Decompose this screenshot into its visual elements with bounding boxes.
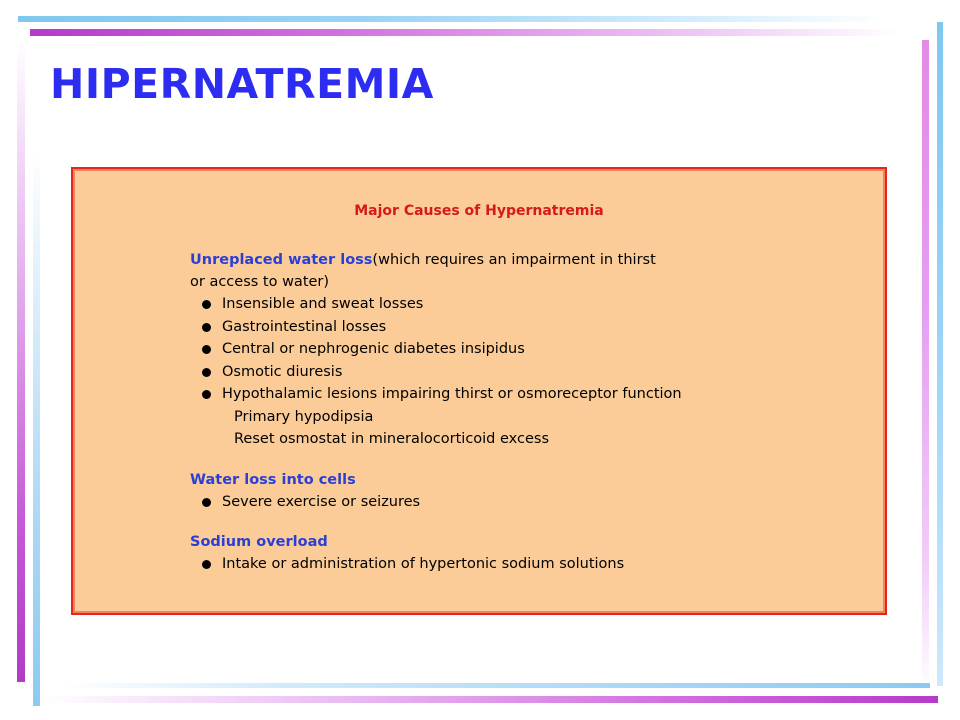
section-heading-line bbox=[190, 249, 870, 271]
section-water-loss-into-cells bbox=[190, 469, 870, 514]
sub-list-item-text: Reset osmostat in mineralocorticoid excess bbox=[234, 431, 549, 447]
slide-title: HIPERNATREMIA bbox=[50, 60, 434, 108]
list-item-text: Osmotic diuresis bbox=[222, 363, 343, 380]
sub-list-item-text: Primary hypodipsia bbox=[234, 408, 374, 425]
list-item-text: Insensible and sweat losses bbox=[222, 296, 424, 312]
top-decorative-bar-blue bbox=[18, 16, 886, 22]
section-unreplaced-water-loss bbox=[190, 249, 870, 451]
list-item bbox=[190, 316, 870, 339]
bullet-icon bbox=[202, 368, 211, 377]
right-decorative-bar-blue bbox=[937, 22, 943, 686]
section-heading: Unreplaced water loss bbox=[190, 252, 373, 268]
list-item bbox=[190, 383, 870, 406]
left-decorative-bar-magenta bbox=[17, 40, 25, 682]
list-item bbox=[190, 491, 870, 514]
section-heading-line bbox=[190, 469, 870, 491]
list-item-text: Gastrointestinal losses bbox=[222, 318, 387, 335]
list-item-text: Hypothalamic lesions impairing thirst or osmoreceptor function bbox=[222, 386, 682, 402]
list-item bbox=[190, 293, 870, 316]
right-decorative-bar-magenta bbox=[922, 40, 929, 694]
bottom-decorative-bar-magenta bbox=[40, 696, 938, 703]
figure-content bbox=[190, 249, 870, 576]
bullet-icon bbox=[202, 498, 211, 507]
left-decorative-bar-blue bbox=[33, 150, 40, 706]
top-decorative-bar-magenta bbox=[30, 29, 900, 36]
cause-list bbox=[190, 293, 870, 451]
list-item-text: Intake or administration of hypertonic sodium solutions bbox=[222, 556, 625, 572]
list-item-text: Severe exercise or seizures bbox=[222, 493, 421, 510]
sub-list-item bbox=[190, 406, 870, 429]
figure-title: Major Causes of Hypernatremia bbox=[354, 203, 604, 219]
bullet-icon bbox=[202, 323, 211, 332]
list-item bbox=[190, 553, 870, 576]
list-item bbox=[190, 361, 870, 384]
bullet-icon bbox=[202, 300, 211, 309]
list-item bbox=[190, 338, 870, 361]
section-heading-note: (which requires an impairment in thirst bbox=[372, 252, 656, 268]
cause-list bbox=[190, 553, 870, 576]
section-heading: Water loss into cells bbox=[190, 471, 356, 488]
section-heading: Sodium overload bbox=[190, 534, 328, 550]
list-item-text: Central or nephrogenic diabetes insipidus bbox=[222, 341, 525, 357]
sub-list-item bbox=[190, 428, 870, 451]
section-heading-line bbox=[190, 531, 870, 553]
section-heading-note-continued: or access to water) bbox=[190, 274, 330, 290]
causes-figure bbox=[71, 167, 887, 615]
cause-list bbox=[190, 491, 870, 514]
bullet-icon bbox=[202, 560, 211, 569]
bullet-icon bbox=[202, 390, 211, 399]
bottom-decorative-bar-blue bbox=[60, 683, 930, 688]
section-sodium-overload bbox=[190, 531, 870, 576]
bullet-icon bbox=[202, 345, 211, 354]
